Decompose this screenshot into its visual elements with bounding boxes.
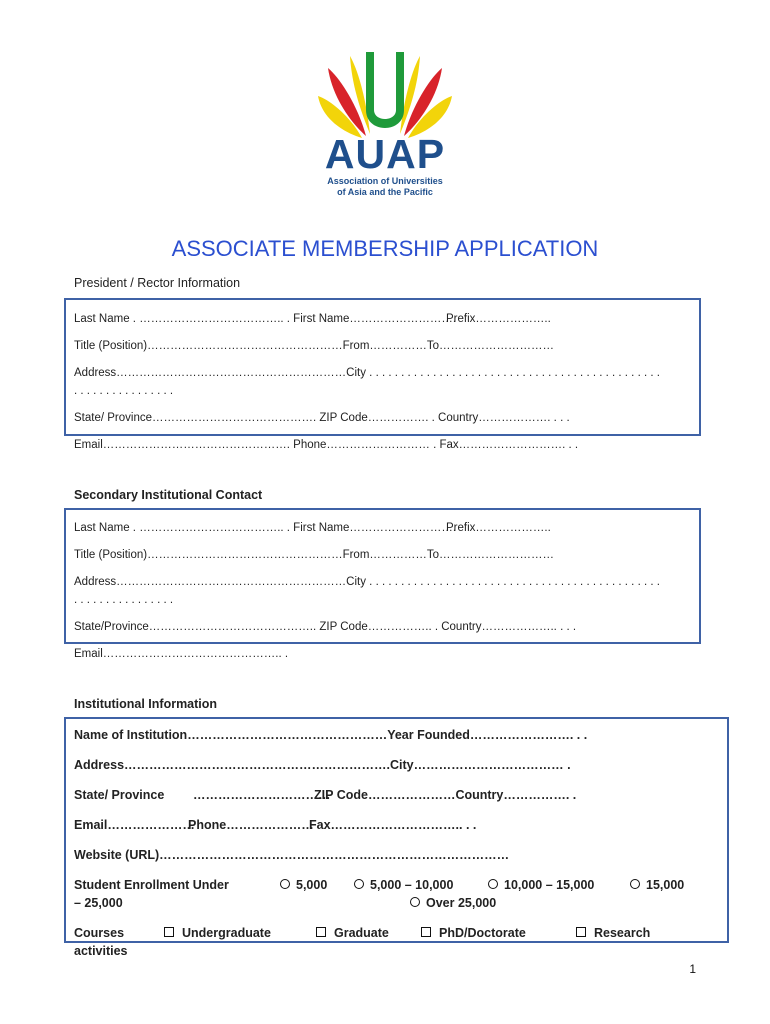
courses-label: Courses	[74, 926, 125, 940]
course-undergraduate[interactable]	[164, 926, 271, 940]
president-state-row[interactable]: State/ Province……………………………………. ZIP Code……………. . Country………………. . . .	[74, 412, 570, 424]
institution-fax[interactable]: Fax………………………….. . .	[309, 818, 477, 832]
course-phd-label: PhD/Doctorate	[439, 926, 526, 940]
secondary-name-row[interactable]: Last Name . ……………………………….. . First Name……………………….	[74, 522, 457, 534]
logo-line1: Association of Universities	[327, 176, 443, 186]
institution-address-row[interactable]: Address……………………………………………………….City……………………………… .	[74, 758, 571, 772]
enroll-option-3-label: 10,000 – 15,000	[504, 878, 595, 892]
checkbox-icon[interactable]	[576, 927, 586, 937]
course-research-label: Research	[594, 926, 651, 940]
president-name-row[interactable]: Last Name . ……………………………….. . First Name……………………….	[74, 313, 457, 325]
president-title-row[interactable]: Title (Position)……………………………………………From……………To…………………………	[74, 340, 555, 352]
enroll-option-2[interactable]	[354, 878, 453, 892]
checkbox-icon[interactable]	[164, 927, 174, 937]
president-address-cont[interactable]: . . . . . . . . . . . . . . . .	[74, 385, 174, 397]
enroll-option-1-label: 5,000	[296, 878, 328, 892]
course-phd[interactable]	[421, 926, 526, 940]
course-graduate[interactable]	[316, 926, 389, 940]
institution-email[interactable]: Email…………………	[74, 818, 195, 832]
enroll-option-over-label: Over 25,000	[426, 896, 497, 910]
radio-icon[interactable]	[630, 879, 640, 889]
enroll-option-2-label: 5,000 – 10,000	[370, 878, 454, 892]
institution-zip-country[interactable]: ZIP Code…………………Country……………. .	[314, 788, 577, 802]
radio-icon[interactable]	[410, 897, 420, 907]
president-prefix[interactable]: Prefix………………..	[446, 313, 551, 325]
radio-icon[interactable]	[354, 879, 364, 889]
secondary-title-row[interactable]: Title (Position)……………………………………………From……………To…………………………	[74, 549, 555, 561]
secondary-prefix[interactable]: Prefix………………..	[446, 522, 551, 534]
checkbox-icon[interactable]	[316, 927, 326, 937]
institution-heading: Institutional Information	[74, 697, 218, 711]
secondary-heading: Secondary Institutional Contact	[74, 488, 263, 502]
enrollment-label: Student Enrollment Under	[74, 878, 229, 892]
secondary-email-row[interactable]: Email……………………………………….. .	[74, 648, 289, 660]
enroll-option-over[interactable]	[410, 896, 496, 910]
enroll-option-4[interactable]	[630, 878, 684, 892]
institution-phone[interactable]: Phone…………………	[188, 818, 314, 832]
enroll-option-4-label: 15,000	[646, 878, 685, 892]
secondary-address-row[interactable]: Address……………………………………………………City . . . . . . . . . . . . . . . . . . . . . . . . . . . . . . . . . . . . . . . . . . . . . .	[74, 576, 660, 588]
enroll-line2: – 25,000	[74, 896, 123, 910]
institution-name-row[interactable]: Name of Institution…………………………………………Year Founded……………………. . .	[74, 728, 588, 742]
logo-line2: of Asia and the Pacific	[337, 187, 433, 197]
institution-state-label[interactable]: State/ Province	[74, 788, 165, 802]
course-research[interactable]	[576, 926, 650, 940]
institution-state-field[interactable]: ……………………………	[193, 788, 331, 802]
radio-icon[interactable]	[280, 879, 290, 889]
radio-icon[interactable]	[488, 879, 498, 889]
checkbox-icon[interactable]	[421, 927, 431, 937]
logo-text	[300, 132, 470, 198]
president-email-row[interactable]: Email…………………………………………. Phone……………………… . Fax………………………. . .	[74, 439, 579, 451]
president-heading: President / Rector Information	[74, 276, 241, 290]
secondary-address-cont[interactable]: . . . . . . . . . . . . . . . .	[74, 594, 174, 606]
institution-website[interactable]: Website (URL)…………………………………………………………………………	[74, 848, 510, 862]
page-number: 1	[689, 962, 696, 976]
president-address-row[interactable]: Address……………………………………………………City . . . . . . . . . . . . . . . . . . . . . . . . . . . . . . . . . . . . . . . . . . . . . .	[74, 367, 660, 379]
courses-line2: activities	[74, 944, 128, 958]
course-graduate-label: Graduate	[334, 926, 389, 940]
page-title: ASSOCIATE MEMBERSHIP APPLICATION	[171, 236, 599, 261]
secondary-state-row[interactable]: State/Province…………………………………….. ZIP Code…………….. . Country……………….. . . .	[74, 621, 577, 633]
course-undergraduate-label: Undergraduate	[182, 926, 271, 940]
enroll-option-1[interactable]	[280, 878, 327, 892]
enroll-option-3[interactable]	[488, 878, 594, 892]
logo-abbr: AUAP	[324, 131, 446, 177]
